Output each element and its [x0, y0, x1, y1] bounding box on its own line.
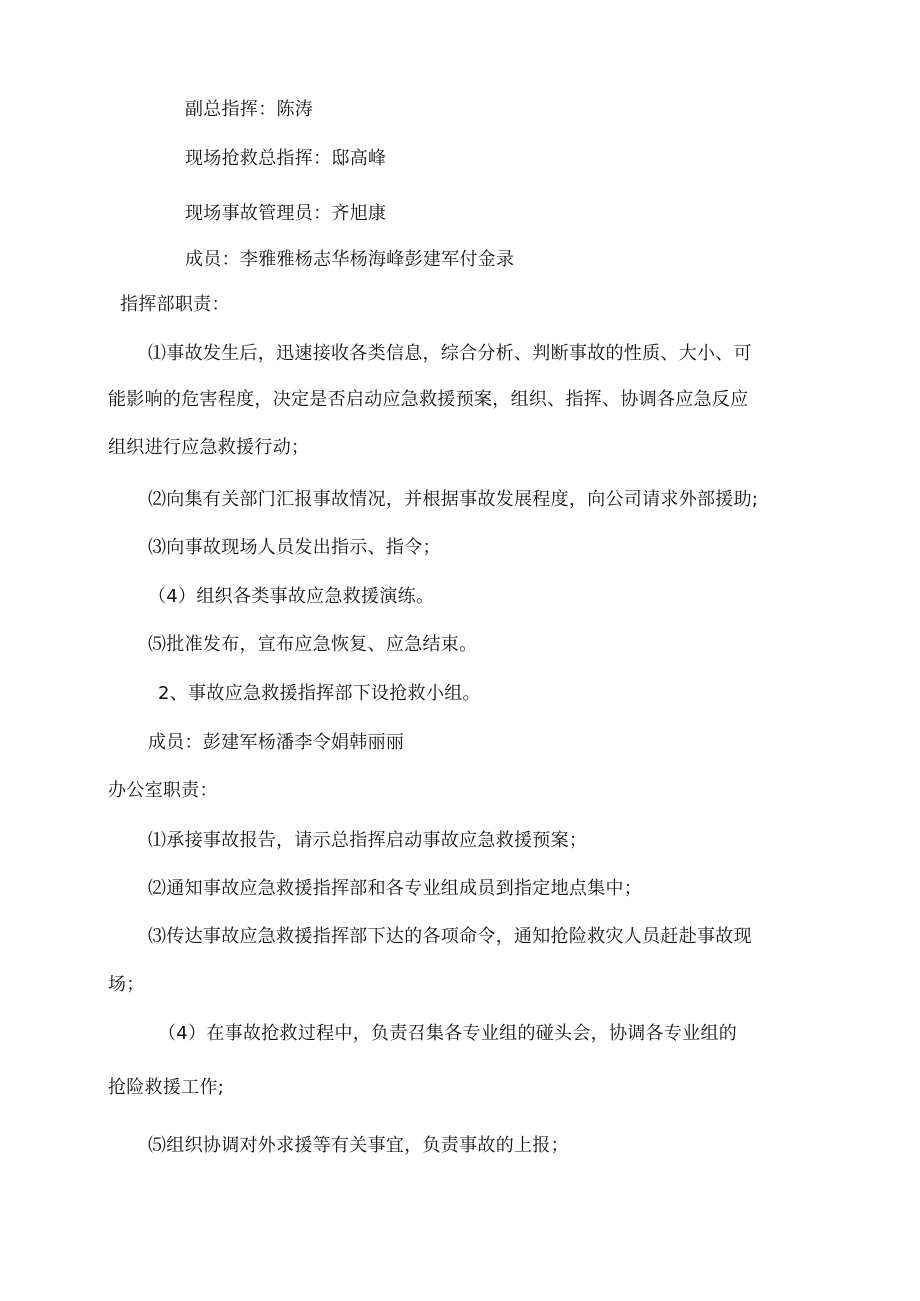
rescue-group-members: 成员：彭建军杨潘李令娟韩丽丽: [148, 732, 405, 753]
office-duty-2: ⑵通知事故应急救援指挥部和各专业组成员到指定地点集中；: [148, 878, 643, 899]
office-duty-3-line-1: ⑶传达事故应急救援指挥部下达的各项命令，通知抢险救灾人员赶赴事故现: [148, 926, 752, 947]
office-duty-4-line-1: （4）在事故抢救过程中，负责召集各专业组的碰头会，协调各专业组的: [158, 1023, 738, 1044]
onsite-accident-manager-line: 现场事故管理员：齐旭康: [185, 203, 387, 224]
command-members-line: 成员：李雅雅杨志华杨海峰彭建军付金录: [185, 249, 515, 270]
office-duty-1: ⑴承接事故报告，请示总指挥启动事故应急救援预案；: [148, 830, 588, 851]
command-duty-1-line-3: 组织进行应急救援行动；: [108, 437, 310, 458]
command-duty-2: ⑵向集有关部门汇报事故情况，并根据事故发展程度，向公司请求外部援助;: [148, 489, 759, 510]
command-duty-1-line-1: ⑴事故发生后，迅速接收各类信息，综合分析、判断事故的性质、大小、可: [148, 343, 752, 364]
rescue-group-heading: 2、事故应急救援指挥部下设抢救小组。: [158, 683, 481, 704]
command-duty-1-line-2: 能影响的危害程度，决定是否启动应急救援预案，组织、指挥、协调各应急反应: [108, 389, 749, 410]
onsite-rescue-commander-line: 现场抢救总指挥：邸高峰: [185, 148, 387, 169]
command-duty-3: ⑶向事故现场人员发出指示、指令；: [148, 537, 441, 558]
deputy-commander-line: 副总指挥：陈涛: [185, 99, 314, 120]
command-duty-5: ⑸批准发布，宣布应急恢复、应急结束。: [148, 634, 478, 655]
command-duties-heading: 指挥部职责：: [120, 294, 230, 315]
office-duty-3-line-2: 场；: [108, 974, 145, 995]
office-duties-heading: 办公室职责：: [108, 780, 218, 801]
office-duty-4-line-2: 抢险救援工作;: [108, 1077, 225, 1098]
command-duty-4: （4）组织各类事故应急救援演练。: [148, 586, 435, 607]
office-duty-5: ⑸组织协调对外求援等有关事宜，负责事故的上报；: [148, 1135, 569, 1156]
